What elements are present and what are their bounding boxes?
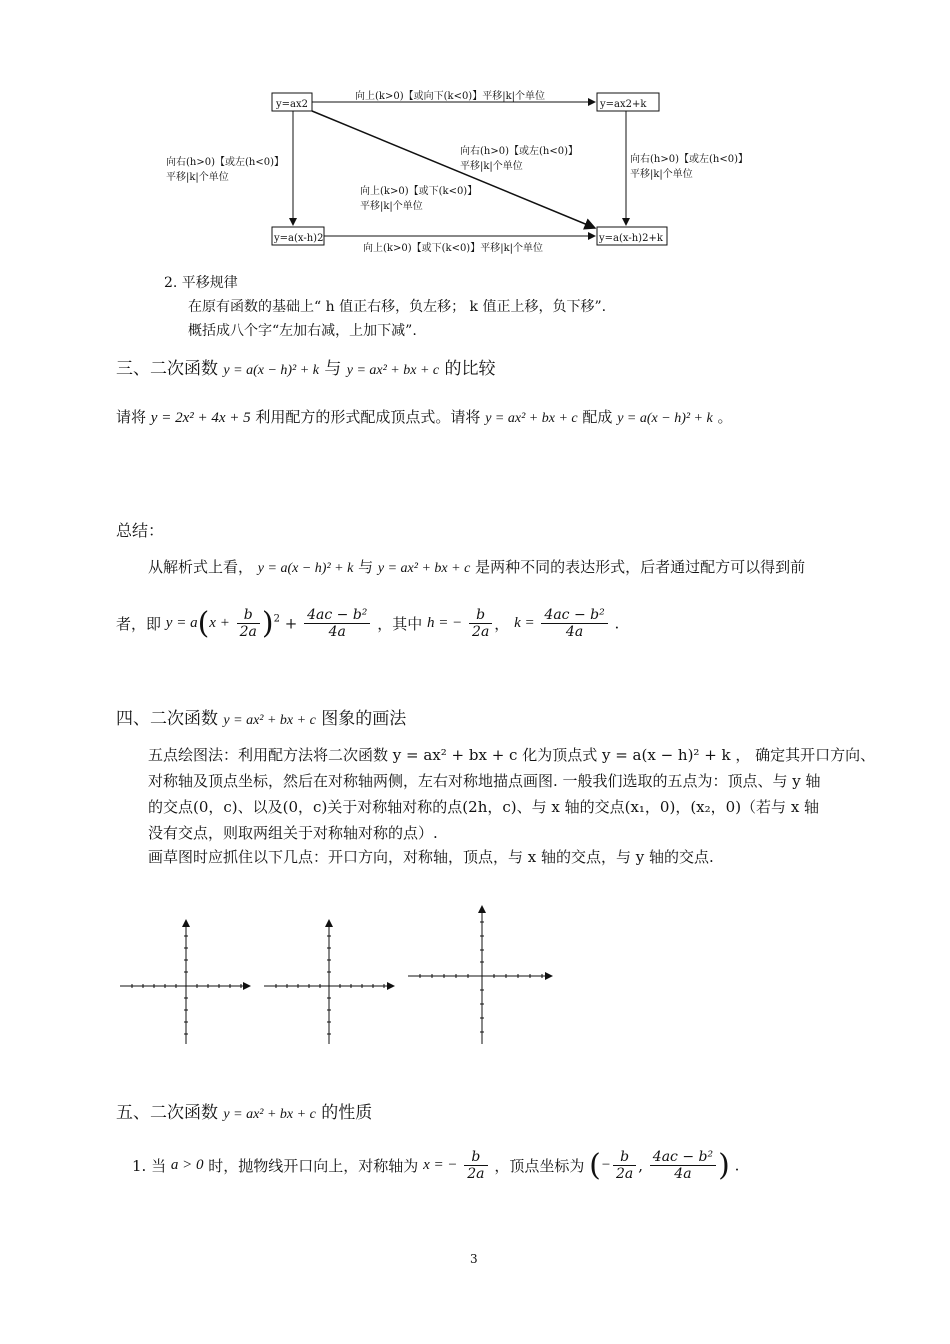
s5-heading <box>116 1098 372 1123</box>
s5-p1-c: ，顶点坐标为 <box>494 1157 585 1175</box>
summary-p1-f2: y = ax² + bx + c <box>377 561 471 576</box>
s3-heading-suffix: 的比较 <box>444 359 496 379</box>
fraction-h <box>469 607 492 640</box>
s3-heading-mid: 与 <box>324 359 342 379</box>
fraction-vx <box>613 1149 636 1182</box>
s3-q-f1: y = 2x² + 4x + 5 <box>150 410 251 426</box>
label-right-1: 向右(h>0)【或左(h<0)】 <box>630 154 748 165</box>
s3-heading-f2: y = ax² + bx + c <box>346 363 440 378</box>
paren-open: ( <box>197 606 210 641</box>
summary-p2-c: . <box>614 614 620 633</box>
box-br-text: y=a(x-h)2+k <box>599 233 663 244</box>
s4-line3: 的交点(0，c)、以及(0，c)关于对称轴对称的点(2h，c)、与 x 轴的交点(x₁，0)，(x₂，0)（若与 x 轴 <box>148 798 820 816</box>
fraction-k <box>304 607 370 640</box>
summary-p2-x: x + <box>209 615 230 631</box>
square-exp: 2 <box>273 613 280 625</box>
summary-title: 总结： <box>116 521 165 540</box>
s4-line2: 对称轴及顶点坐标，然后在对称轴两侧，左右对称地描点画图. 一般我们选取的五点为：顶点、与 y 轴 <box>148 772 821 790</box>
vertex-paren-close: ) <box>718 1148 730 1183</box>
frac-num-b: b <box>237 607 260 624</box>
s4-heading <box>116 704 406 729</box>
fraction-vy <box>650 1149 716 1182</box>
summary-p1-c: 是两种不同的表达形式，后者通过配方可以得到前 <box>475 558 806 576</box>
label-diag-a1: 向右(h>0)【或左(h<0)】 <box>460 146 578 157</box>
s3-heading-prefix: 三、二次函数 <box>116 359 218 379</box>
summary-p1-a: 从解析式上看， <box>148 558 254 576</box>
s3-q-d: 。 <box>717 408 733 426</box>
s5-heading-suffix: 的性质 <box>321 1103 373 1123</box>
s5-heading-prefix: 五、二次函数 <box>116 1103 218 1123</box>
frac-h-num: b <box>469 607 492 624</box>
translation-diagram <box>160 80 780 260</box>
box-tl-text: y=ax2 <box>276 99 308 110</box>
blank-axes-group <box>116 900 566 1050</box>
frac-k2-num: 4ac − b² <box>541 607 607 624</box>
summary-p2-b: ，其中 <box>377 615 423 633</box>
frac-vx-num: b <box>613 1149 636 1166</box>
frac-axis-den: 2a <box>467 1166 485 1182</box>
summary-p1 <box>148 556 805 577</box>
label-left-1: 向右(h>0)【或左(h<0)】 <box>166 157 284 168</box>
frac-h-den: 2a <box>472 624 490 640</box>
s5-p1: 1. 当 a > 0 时，抛物线开口向上，对称轴为 x = − $\frac{b}{2a}$ ，顶点坐标为 (− $\frac{b}{2a}$ , $\frac{\text{4ac − b²}}{4a}$ ) . <box>132 1148 740 1183</box>
s5-heading-f: y = ax² + bx + c <box>223 1107 316 1122</box>
label-top: 向上(k>0)【或向下(k<0)】平移|k|个单位 <box>355 91 546 102</box>
summary-p1-f1: y = a(x − h)² + k <box>257 561 354 576</box>
box-bl-text: y=a(x-h)2 <box>274 233 324 244</box>
s5-p1-a: 1. 当 <box>132 1157 167 1175</box>
summary-p2-h: h = − <box>427 615 463 631</box>
s3-heading <box>116 354 496 379</box>
s4-line1: 五点绘图法：利用配方法将二次函数 y = ax² + bx + c 化为顶点式 y = a(x − h)² + k ， 确定其开口方向、 <box>148 746 876 764</box>
label-bottom: 向上(k>0)【或下(k<0)】平移|k|个单位 <box>363 243 544 254</box>
frac-vy-den: 4a <box>674 1166 692 1182</box>
s5-p1-d: . <box>734 1156 740 1175</box>
summary-p2: 者，即 y = a(x + $\frac{b}{2a}$ )$^2$ + $\frac{\text{4ac − b²}}{4a}$ ，其中 h = − $\frac{b}{2a}$ ， k = $\frac{\text{4ac − b²}}{4a}$ . <box>116 606 620 641</box>
s4-heading-suffix: 图象的画法 <box>321 709 407 729</box>
frac-den-4a: 4a <box>328 624 346 640</box>
fraction-b-2a <box>237 607 260 640</box>
summary-p2-plus: + <box>284 614 298 633</box>
axes-3 <box>408 906 552 1044</box>
label-diag-b2: 平移|k|个单位 <box>360 201 423 212</box>
page-number: 3 <box>470 1252 478 1266</box>
label-right-2: 平移|k|个单位 <box>630 169 693 180</box>
axes-2 <box>264 920 394 1044</box>
summary-p2-k: k = <box>514 615 535 631</box>
arrow-diagonal <box>312 111 595 228</box>
frac-vx-den: 2a <box>615 1166 634 1182</box>
frac-num-k: 4ac − b² <box>304 607 370 624</box>
s3-q-f2: y = ax² + bx + c <box>485 411 578 426</box>
s4-heading-prefix: 四、二次函数 <box>116 709 218 729</box>
s3-heading-f1: y = a(x − h)² + k <box>223 363 319 378</box>
s4-heading-f: y = ax² + bx + c <box>223 713 316 728</box>
s5-p1-b: 时，抛物线开口向上，对称轴为 <box>208 1157 419 1175</box>
fraction-k2 <box>541 607 607 640</box>
s2-line1: 在原有函数的基础上“ h 值正右移，负左移； k 值正上移，负下移”. <box>188 299 607 315</box>
paren-close: ) <box>261 606 274 641</box>
summary-p1-b: 与 <box>358 558 374 576</box>
fraction-axis <box>464 1149 487 1182</box>
frac-axis-num: b <box>464 1149 487 1166</box>
label-diag-a2: 平移|k|个单位 <box>460 161 523 172</box>
s3-q-a: 请将 <box>116 408 147 426</box>
summary-p2-y: y = a <box>165 615 198 631</box>
frac-vy-num: 4ac − b² <box>650 1149 716 1166</box>
s2-heading: 2. 平移规律 <box>164 275 238 291</box>
frac-k2-den: 4a <box>565 624 584 640</box>
s4-line4: 没有交点，则取两组关于对称轴对称的点）. <box>148 824 438 842</box>
s3-q-c: 配成 <box>582 408 613 426</box>
s5-p1-x: x = − <box>423 1157 458 1173</box>
axes-1 <box>120 920 250 1044</box>
frac-den-2a: 2a <box>239 624 257 640</box>
label-diag-b1: 向上(k>0)【或下(k<0)】 <box>360 186 478 197</box>
s3-q-b: 利用配方的形式配成顶点式。请将 <box>255 408 481 426</box>
summary-p2-a: 者，即 <box>116 615 162 633</box>
s2-line2: 概括成八个字“左加右减，上加下减”. <box>188 323 417 339</box>
box-tr-text: y=ax2+k <box>600 99 647 110</box>
label-left-2: 平移|k|个单位 <box>166 172 229 183</box>
s4-line5: 画草图时应抓住以下几点：开口方向，对称轴，顶点，与 x 轴的交点，与 y 轴的交点. <box>148 848 714 866</box>
s5-p1-cond: a > 0 <box>170 1157 204 1173</box>
s3-question <box>116 406 733 427</box>
vertex-paren-open: ( <box>589 1148 601 1183</box>
s3-q-f3: y = a(x − h)² + k <box>617 411 713 426</box>
